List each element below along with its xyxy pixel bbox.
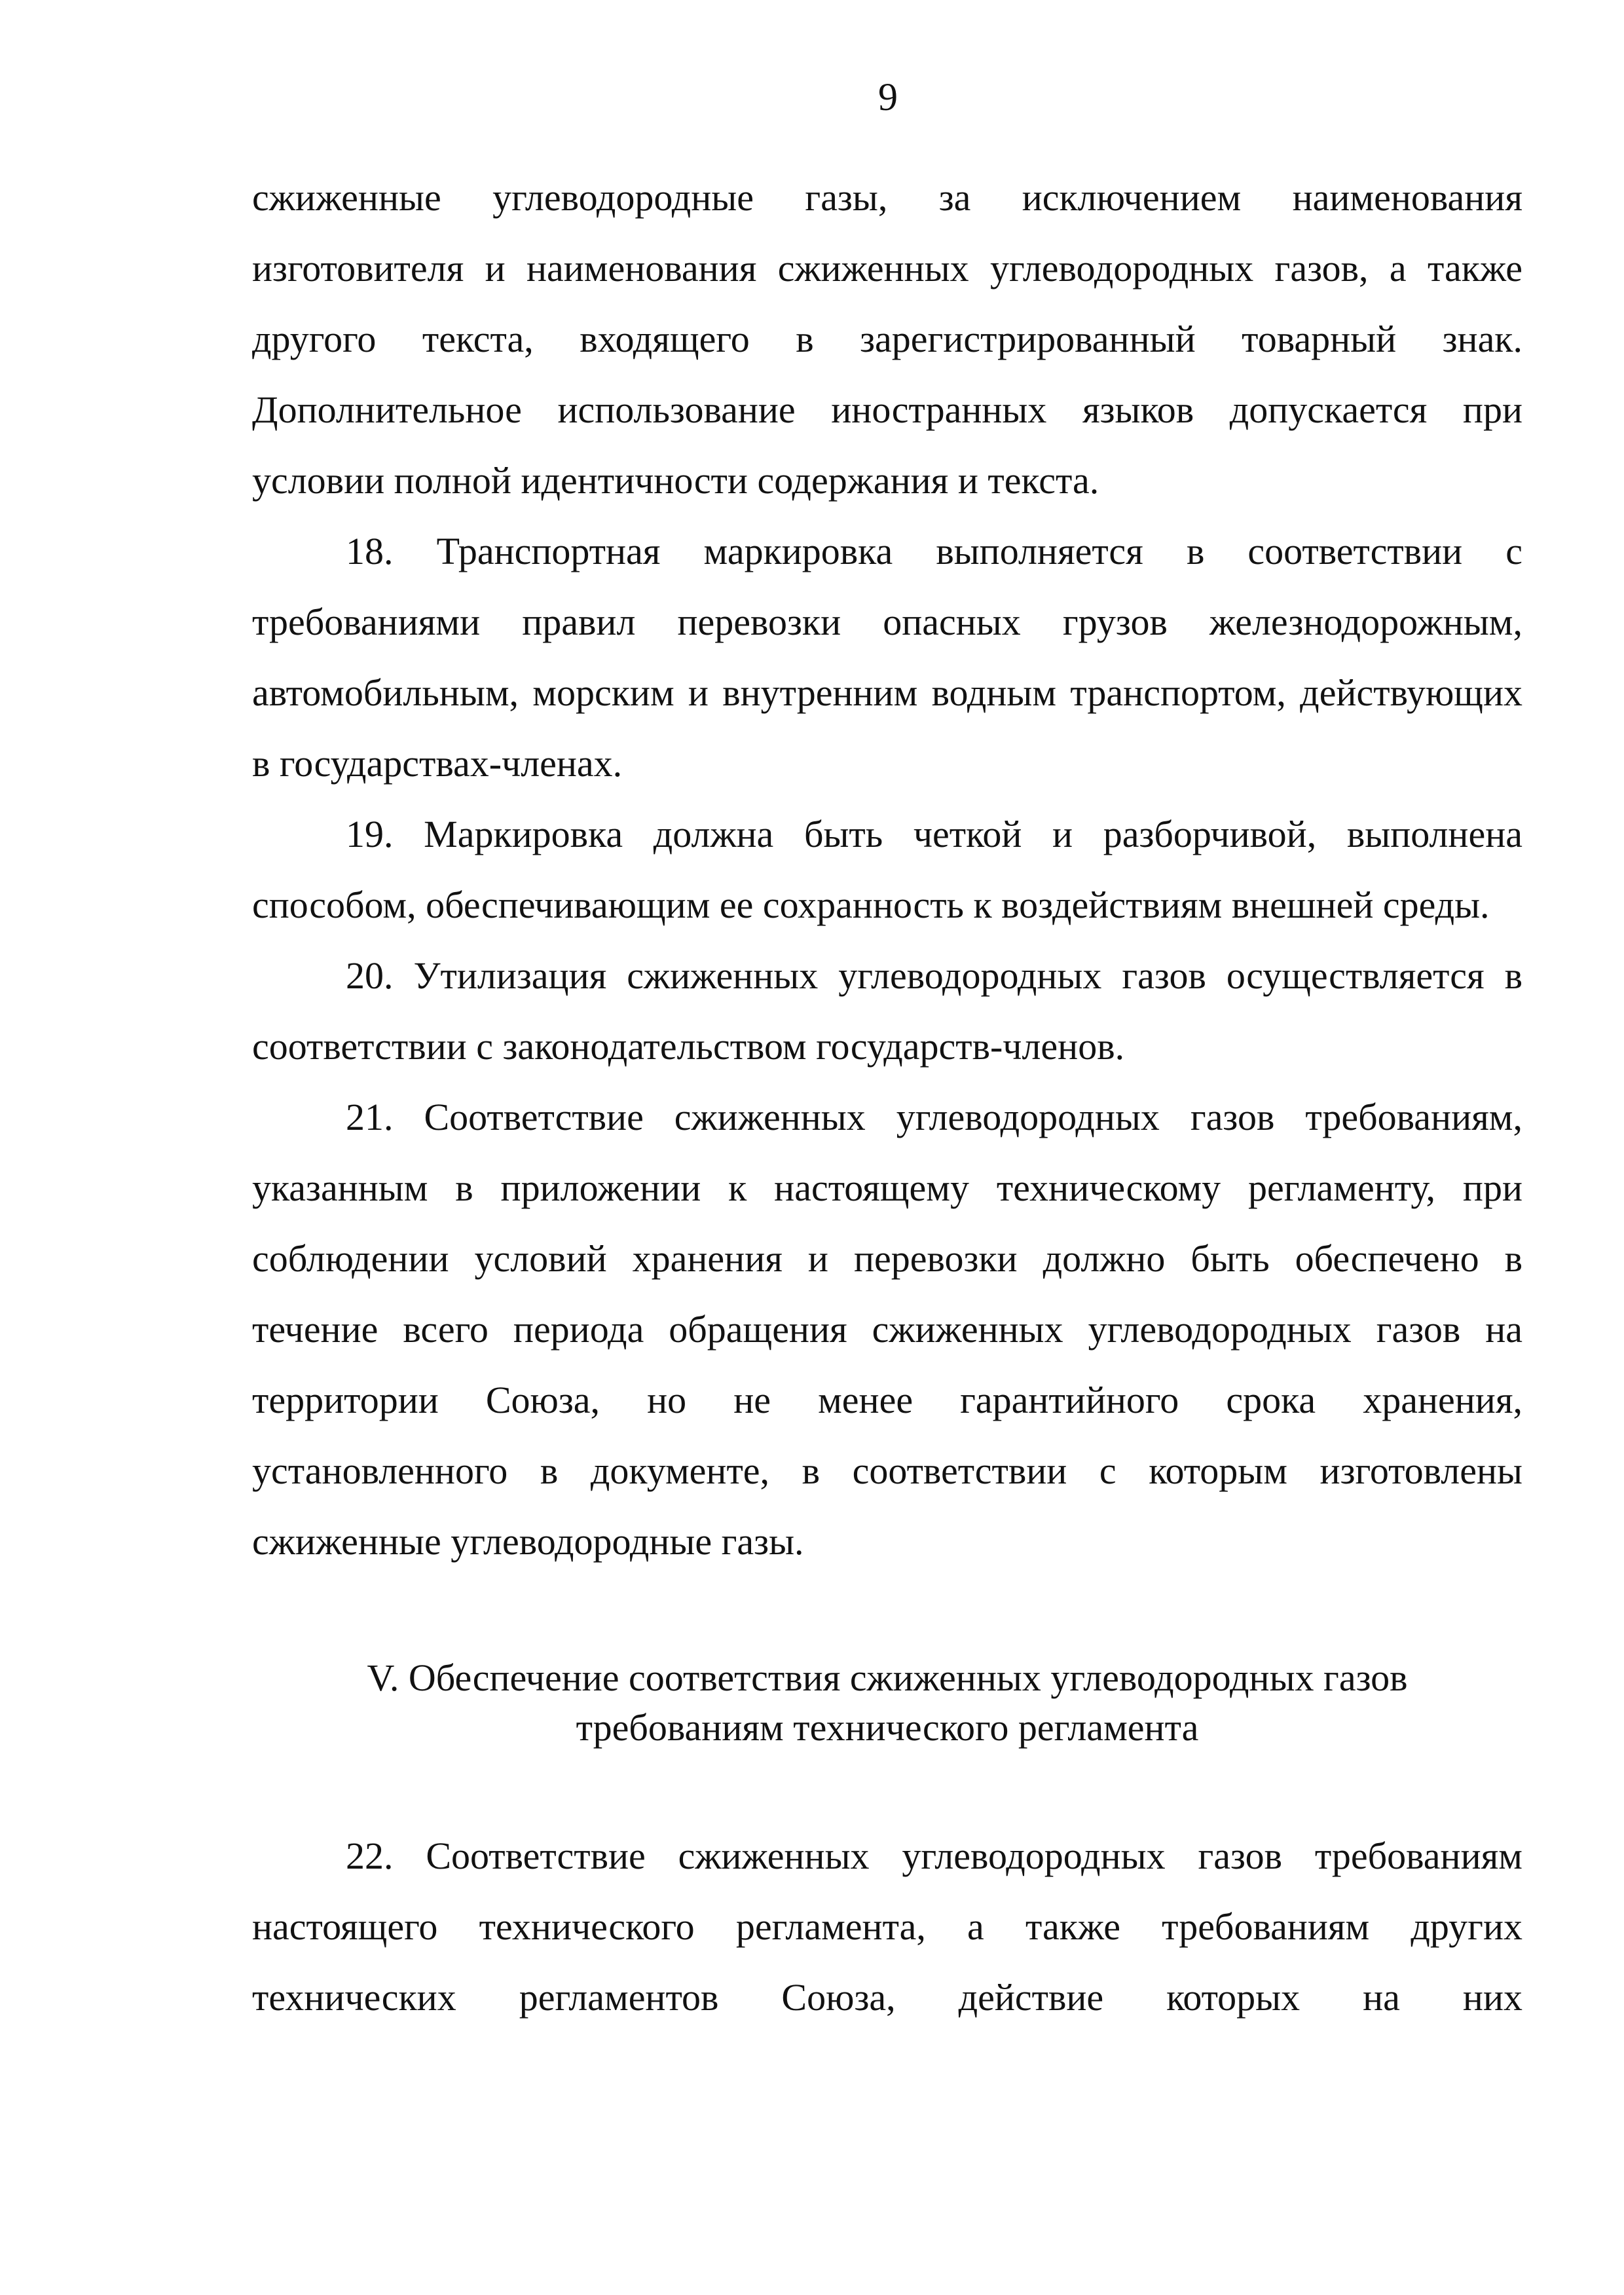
paragraph-item-19: 19. Маркировка должна быть четкой и разборчивой, выполнена способом, обеспечивающим ее сохранность к воздействиям внешней среды. — [252, 813, 1522, 926]
section-heading-line-1: V. Обеспечение соответствия сжиженных углеводородных газов — [367, 1656, 1408, 1699]
section-heading — [252, 1653, 1522, 1753]
paragraph-item-21: 21. Соответствие сжиженных углеводородных газов требованиям, указанным в приложении к настоящему техническому регламенту, при соблюдении условий хранения и перевозки должно быть обеспечено в течение всего периода обращения сжиженных углеводородных газов на территории Союза, но не менее гарантийного срока хранения, установленного в документе, в соответствии с которым изготовлены сжиженные углеводородные газы. — [252, 1096, 1522, 1563]
paragraph-item-22: 22. Соответствие сжиженных углеводородных газов требованиям настоящего технического регламента, а также требованиям других технических регламентов Союза, действие которых на них — [252, 1835, 1522, 2019]
paragraph-item-18: 18. Транспортная маркировка выполняется в соответствии с требованиями правил перевозки опасных грузов железнодорожным, автомобильным, морским и внутренним водным транспортом, действующих в государствах-членах. — [252, 530, 1522, 785]
paragraph-item-20: 20. Утилизация сжиженных углеводородных газов осуществляется в соответствии с законодательством государств-членов. — [252, 954, 1522, 1068]
document-body — [252, 162, 1522, 2033]
paragraph-continuation: сжиженные углеводородные газы, за исключением наименования изготовителя и наименования сжиженных углеводородных газов, а также другого текста, входящего в зарегистрированный товарный знак. Дополнительное использование иностранных языков допускается при условии полной идентичности содержания и текста. — [252, 176, 1522, 502]
section-heading-line-2: требованиям технического регламента — [576, 1706, 1199, 1749]
page-number: 9 — [878, 75, 898, 119]
